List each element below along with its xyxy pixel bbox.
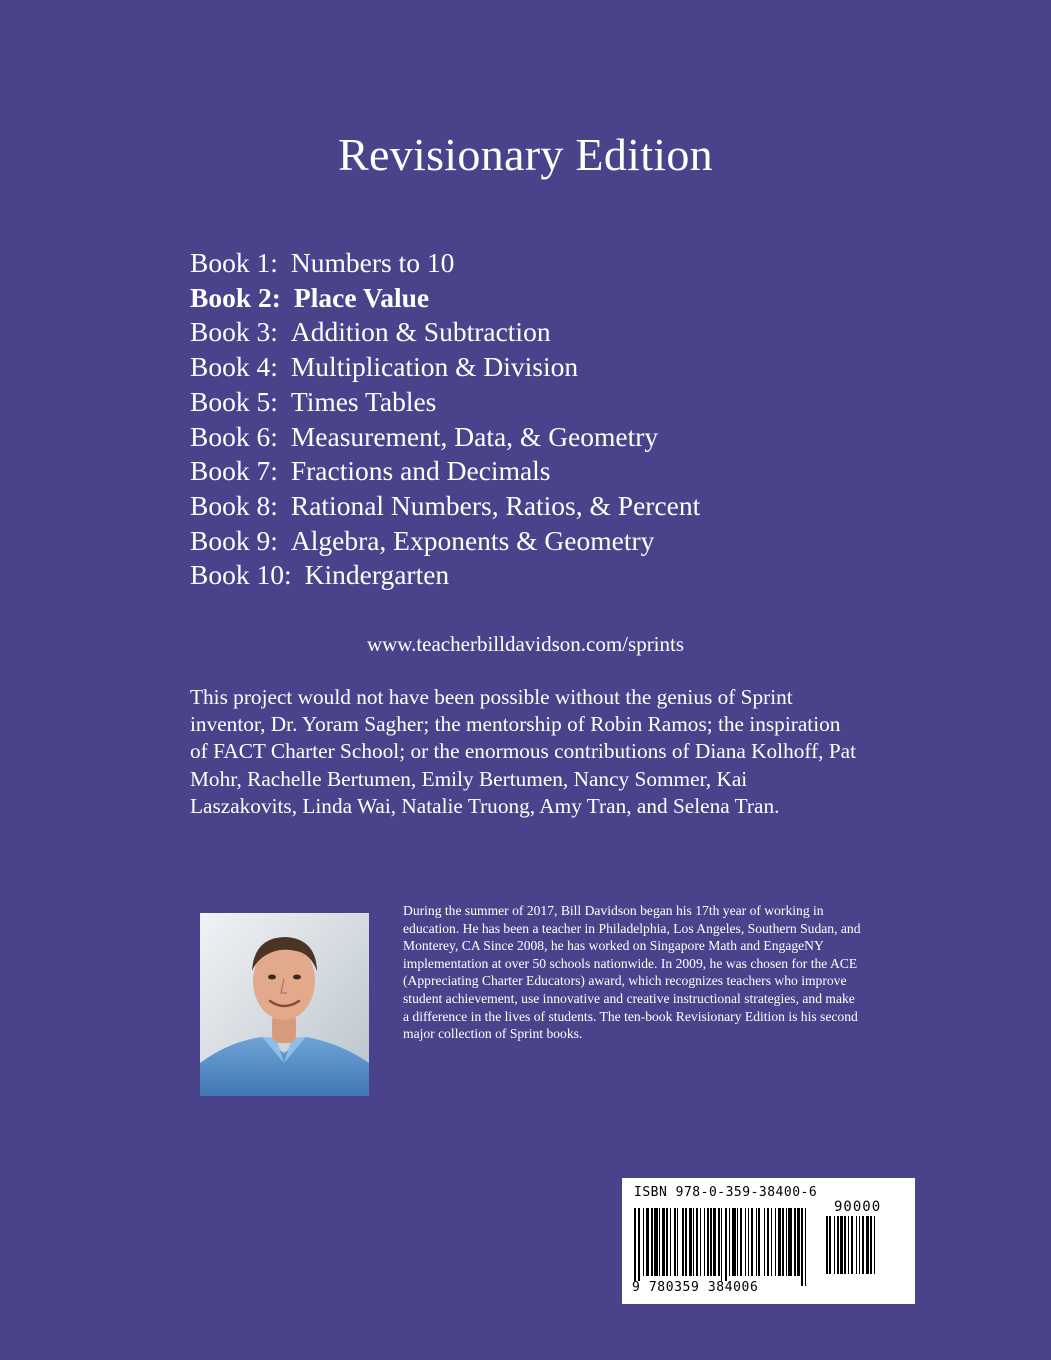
- barcode-bar: [840, 1216, 843, 1274]
- barcode-bar: [725, 1208, 727, 1286]
- book-item: [190, 489, 700, 524]
- book-item: [190, 246, 700, 281]
- barcode-bar: [782, 1208, 784, 1276]
- barcode-bar: [751, 1208, 753, 1276]
- isbn-barcode: [622, 1178, 915, 1304]
- book-item: [190, 350, 700, 385]
- barcode-bar: [718, 1208, 720, 1276]
- barcode-bar: [764, 1208, 765, 1276]
- cover-title: Revisionary Edition: [338, 129, 713, 180]
- book-item: [190, 420, 700, 455]
- website-url: www.teacherbilldavidson.com/sprints: [366, 632, 685, 656]
- barcode-bar: [666, 1208, 668, 1276]
- barcode-bar: [856, 1216, 857, 1274]
- barcode-bar: [638, 1208, 640, 1286]
- book-name: Algebra, Exponents & Geometry: [290, 524, 655, 556]
- price-code: 90000: [834, 1199, 882, 1215]
- book-name: Numbers to 10: [290, 247, 455, 278]
- barcode-bar: [851, 1216, 853, 1274]
- book-item: [190, 281, 700, 316]
- barcode-bar: [721, 1208, 722, 1286]
- barcode-bar: [662, 1208, 665, 1276]
- barcode-bar: [758, 1208, 760, 1276]
- author-photo: [200, 913, 369, 1096]
- barcode-bar: [805, 1208, 806, 1286]
- barcode-bar: [696, 1208, 698, 1276]
- book-item: [190, 315, 700, 350]
- barcode-bar: [794, 1208, 796, 1276]
- book-name: Measurement, Data, & Geometry: [290, 420, 659, 452]
- barcode-addon-bars: [826, 1216, 904, 1286]
- book-item: [190, 385, 700, 420]
- barcode-bar: [859, 1216, 860, 1274]
- barcode-bar: [732, 1208, 736, 1276]
- barcode-bar: [685, 1208, 687, 1276]
- barcode-bar: [729, 1208, 730, 1276]
- ean-digits: 9 780359 384006: [632, 1280, 759, 1295]
- book-number: Book 4:: [190, 351, 278, 383]
- barcode-bar: [700, 1208, 701, 1276]
- book-series-list: [190, 246, 700, 593]
- barcode-bar: [775, 1208, 776, 1276]
- barcode-bar: [737, 1208, 738, 1276]
- book-number: Book 5:: [190, 385, 278, 417]
- book-number: Book 7:: [190, 455, 278, 487]
- barcode-bar: [651, 1208, 653, 1276]
- book-number: Book 2:: [190, 281, 281, 313]
- barcode-bar: [801, 1208, 803, 1286]
- book-item: [190, 524, 700, 559]
- barcode-bar: [778, 1208, 781, 1276]
- book-number: Book 1:: [190, 247, 278, 278]
- barcode-bar: [786, 1208, 787, 1276]
- barcode-bar: [693, 1208, 694, 1276]
- barcode-bar: [834, 1216, 835, 1274]
- book-item: [190, 454, 700, 489]
- barcode-bar: [771, 1208, 772, 1276]
- barcode-bar: [756, 1208, 757, 1276]
- barcode-bar: [646, 1208, 649, 1276]
- book-number: Book 6:: [190, 420, 278, 452]
- barcode-bar: [710, 1208, 712, 1276]
- barcode-bar: [677, 1208, 678, 1276]
- barcode-bar: [689, 1208, 692, 1276]
- barcode-bar: [748, 1208, 749, 1276]
- book-item: [190, 558, 700, 593]
- book-number: Book 8:: [190, 489, 278, 521]
- barcode-bar: [788, 1208, 792, 1276]
- barcode-bar: [797, 1208, 800, 1276]
- barcode-bar: [670, 1208, 671, 1276]
- author-bio: During the summer of 2017, Bill Davidson began his 17th year of working in education. He has been a teacher in Philadelphia, Los Angeles, Southern Sudan, and Monterey, CA Since 2008, he has worked on Singapore Math and EngageNY implementation at over 50 schools nationwide. In 2009, he was chosen for the ACE (Appreciating Charter Educators) award, which recognizes teachers who improve student achievement, use innovative and creative instructional strategies, and make a difference in the lives of students. The ten-book Revisionary Edition is his second major collection of Sprint books.: [403, 903, 861, 1042]
- book-name: Kindergarten: [304, 559, 450, 591]
- barcode-bar: [740, 1208, 742, 1276]
- book-name: Fractions and Decimals: [290, 455, 551, 487]
- barcode-bar: [634, 1208, 636, 1286]
- barcode-bar: [704, 1208, 705, 1276]
- barcode-bar: [837, 1216, 839, 1274]
- barcode-bar: [874, 1216, 875, 1274]
- barcode-bar: [826, 1216, 828, 1274]
- barcode-main-bars: [634, 1208, 824, 1286]
- barcode-bar: [866, 1216, 869, 1274]
- barcode-bar: [707, 1208, 709, 1276]
- book-name: Times Tables: [290, 385, 437, 417]
- book-number: Book 10:: [190, 559, 292, 591]
- barcode-bar: [862, 1216, 864, 1274]
- barcode-bar: [767, 1208, 769, 1276]
- isbn-label: ISBN 978-0-359-38400-6: [634, 1185, 818, 1200]
- book-name: Rational Numbers, Ratios, & Percent: [290, 489, 701, 521]
- barcode-bar: [682, 1208, 684, 1276]
- book-number: Book 9:: [190, 524, 278, 556]
- barcode-bar: [848, 1216, 849, 1274]
- barcode-bar: [870, 1216, 872, 1274]
- book-name: Addition & Subtraction: [290, 316, 551, 348]
- book-name: Multiplication & Division: [290, 351, 579, 383]
- barcode-bar: [643, 1208, 644, 1276]
- barcode-bar: [844, 1216, 846, 1274]
- book-name: Place Value: [293, 281, 430, 313]
- barcode-bar: [659, 1208, 660, 1276]
- acknowledgment-paragraph: This project would not have been possible without the genius of Sprint inventor, Dr. Yoram Sagher; the mentorship of Robin Ramos; the inspiration of FACT Charter School; or the enormous contributions of Diana Kolhoff, Pat Mohr, Rachelle Bertumen, Emily Bertumen, Nancy Sommer, Kai Laszakovits, Linda Wai, Natalie Truong, Amy Tran, and Selena Tran.: [190, 685, 857, 818]
- barcode-bar: [829, 1216, 831, 1274]
- barcode-bar: [674, 1208, 676, 1276]
- barcode-bar: [654, 1208, 658, 1276]
- barcode-bar: [713, 1208, 716, 1276]
- barcode-bar: [745, 1208, 746, 1276]
- book-number: Book 3:: [190, 316, 278, 348]
